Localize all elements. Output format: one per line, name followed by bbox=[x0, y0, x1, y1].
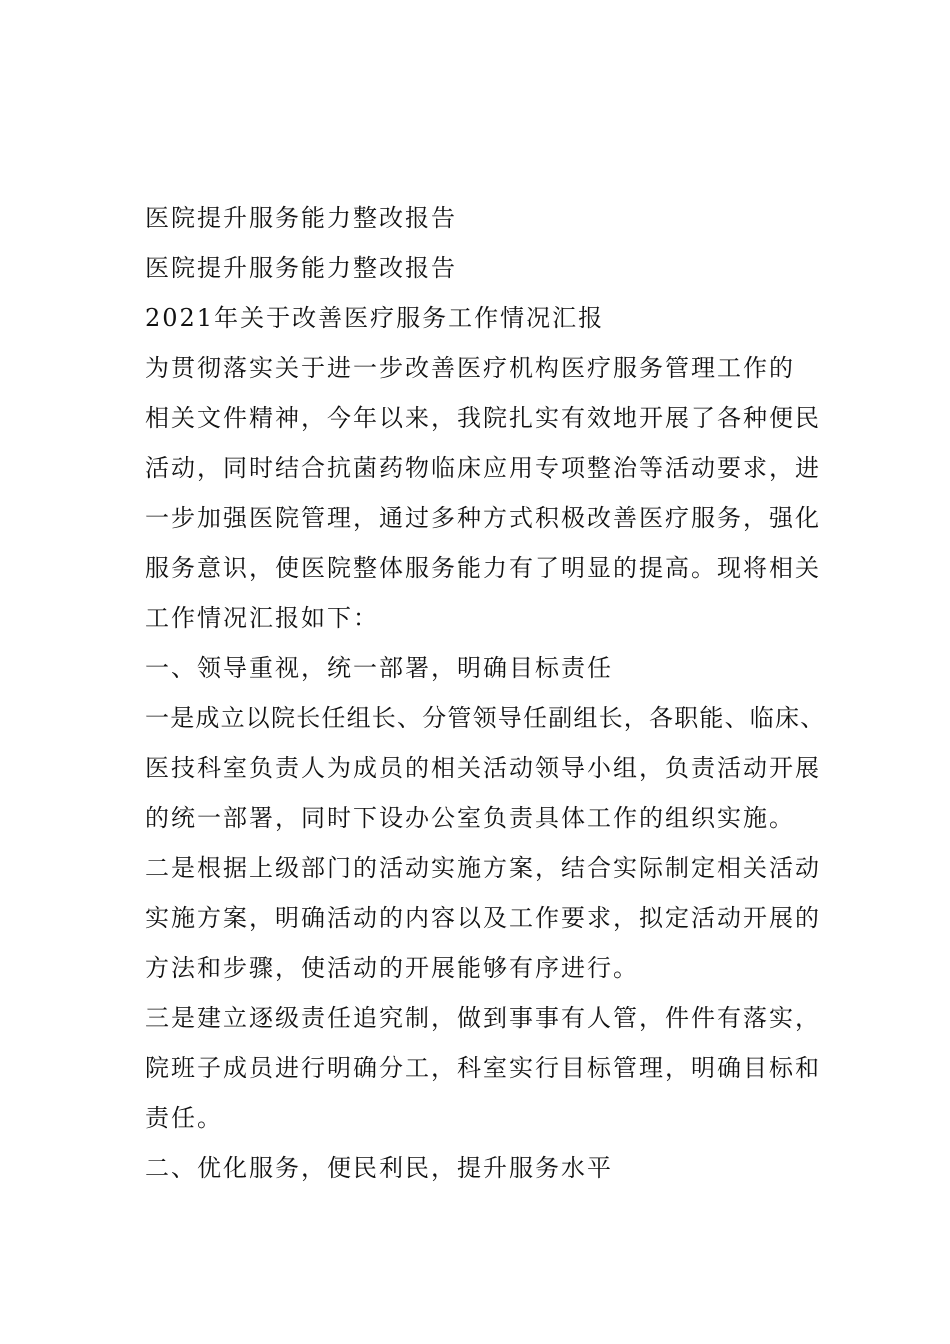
paragraph-line: 三是建立逐级责任追究制，做到事事有人管，件件有落实， bbox=[145, 1004, 821, 1032]
paragraph-line: 实施方案，明确活动的内容以及工作要求，拟定活动开展的 bbox=[145, 904, 821, 932]
section-heading-2: 二、优化服务，便民利民，提升服务水平 bbox=[145, 1154, 613, 1182]
paragraph-line: 方法和步骤，使活动的开展能够有序进行。 bbox=[145, 954, 639, 982]
paragraph-line: 活动，同时结合抗菌药物临床应用专项整治等活动要求，进 bbox=[145, 454, 821, 482]
paragraph-line: 二是根据上级部门的活动实施方案，结合实际制定相关活动 bbox=[145, 854, 821, 882]
paragraph-line: 的统一部署，同时下设办公室负责具体工作的组织实施。 bbox=[145, 804, 795, 832]
paragraph-line: 相关文件精神，今年以来，我院扎实有效地开展了各种便民 bbox=[145, 404, 821, 432]
document-title-repeat: 医院提升服务能力整改报告 bbox=[145, 254, 457, 282]
paragraph-line: 责任。 bbox=[145, 1104, 223, 1132]
document-body bbox=[145, 199, 826, 1199]
paragraph-line: 为贯彻落实关于进一步改善医疗机构医疗服务管理工作的 bbox=[145, 354, 795, 382]
paragraph-line: 医技科室负责人为成员的相关活动领导小组，负责活动开展 bbox=[145, 754, 821, 782]
paragraph-line: 工作情况汇报如下： bbox=[145, 604, 379, 632]
paragraph-line: 院班子成员进行明确分工，科室实行目标管理，明确目标和 bbox=[145, 1054, 821, 1082]
document-title: 医院提升服务能力整改报告 bbox=[145, 204, 457, 232]
report-heading: 2021年关于改善医疗服务工作情况汇报 bbox=[145, 304, 605, 332]
paragraph-line: 服务意识，使医院整体服务能力有了明显的提高。现将相关 bbox=[145, 554, 821, 582]
paragraph-line: 一是成立以院长任组长、分管领导任副组长，各职能、临床、 bbox=[145, 704, 826, 732]
paragraph-line: 一步加强医院管理，通过多种方式积极改善医疗服务，强化 bbox=[145, 504, 821, 532]
section-heading-1: 一、领导重视，统一部署，明确目标责任 bbox=[145, 654, 613, 682]
